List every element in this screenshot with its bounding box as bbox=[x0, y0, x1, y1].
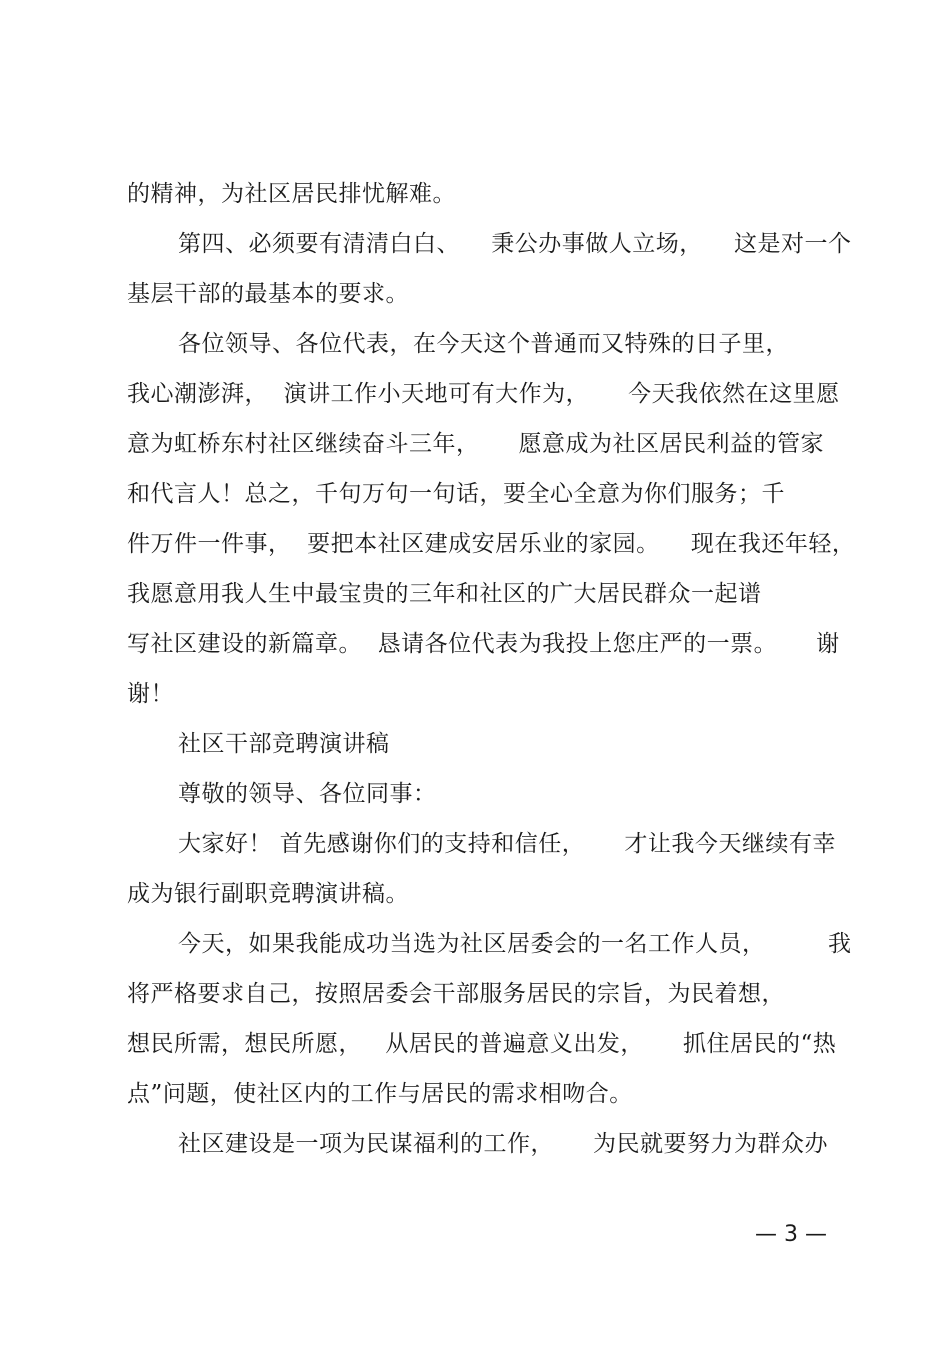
text-line-11: 谢！ bbox=[127, 681, 174, 707]
text-line-15: 成为银行副职竞聘演讲稿。 bbox=[127, 881, 409, 907]
text-line-5: 我心潮澎湃， 演讲工作小天地可有大作为， 今天我依然在这里愿 bbox=[127, 381, 840, 407]
text-line-3: 基层干部的最基本的要求。 bbox=[127, 281, 409, 307]
text-line-6: 意为虹桥东村社区继续奋斗三年， 愿意成为社区居民利益的管家 bbox=[127, 431, 825, 457]
text-line-8: 件万件一件事， 要把本社区建成安居乐业的家园。 现在我还年轻， bbox=[127, 531, 856, 557]
text-line-17: 将严格要求自己，按照居委会干部服务居民的宗旨，为民着想， bbox=[127, 981, 785, 1007]
text-line-19: 点”问题，使社区内的工作与居民的需求相吻合。 bbox=[127, 1081, 633, 1107]
text-line-10: 写社区建设的新篇章。 恳请各位代表为我投上您庄严的一票。 谢 bbox=[127, 631, 840, 657]
section-title: 社区干部竞聘演讲稿 bbox=[178, 731, 390, 757]
page-number: — 3 — bbox=[755, 1222, 827, 1247]
text-line-2: 第四、必须要有清清白白、 秉公办事做人立场， 这是对一个 bbox=[178, 231, 852, 257]
text-line-18: 想民所需，想民所愿， 从居民的普遍意义出发， 抓住居民的“热 bbox=[127, 1031, 837, 1057]
salutation: 尊敬的领导、各位同事： bbox=[178, 781, 437, 807]
text-line-7: 和代言人！总之，千句万句一句话，要全心全意为你们服务；千 bbox=[127, 481, 785, 507]
text-line-4: 各位领导、各位代表，在今天这个普通而又特殊的日子里， bbox=[178, 331, 789, 357]
text-line-1: 的精神，为社区居民排忧解难。 bbox=[127, 181, 456, 207]
text-line-14: 大家好！ 首先感谢你们的支持和信任， 才让我今天继续有幸 bbox=[178, 831, 836, 857]
text-line-16: 今天，如果我能成功当选为社区居委会的一名工作人员， 我 bbox=[178, 931, 852, 957]
text-line-9: 我愿意用我人生中最宝贵的三年和社区的广大居民群众一起谱 bbox=[127, 581, 762, 607]
text-line-20: 社区建设是一项为民谋福利的工作， 为民就要努力为群众办 bbox=[178, 1131, 829, 1157]
